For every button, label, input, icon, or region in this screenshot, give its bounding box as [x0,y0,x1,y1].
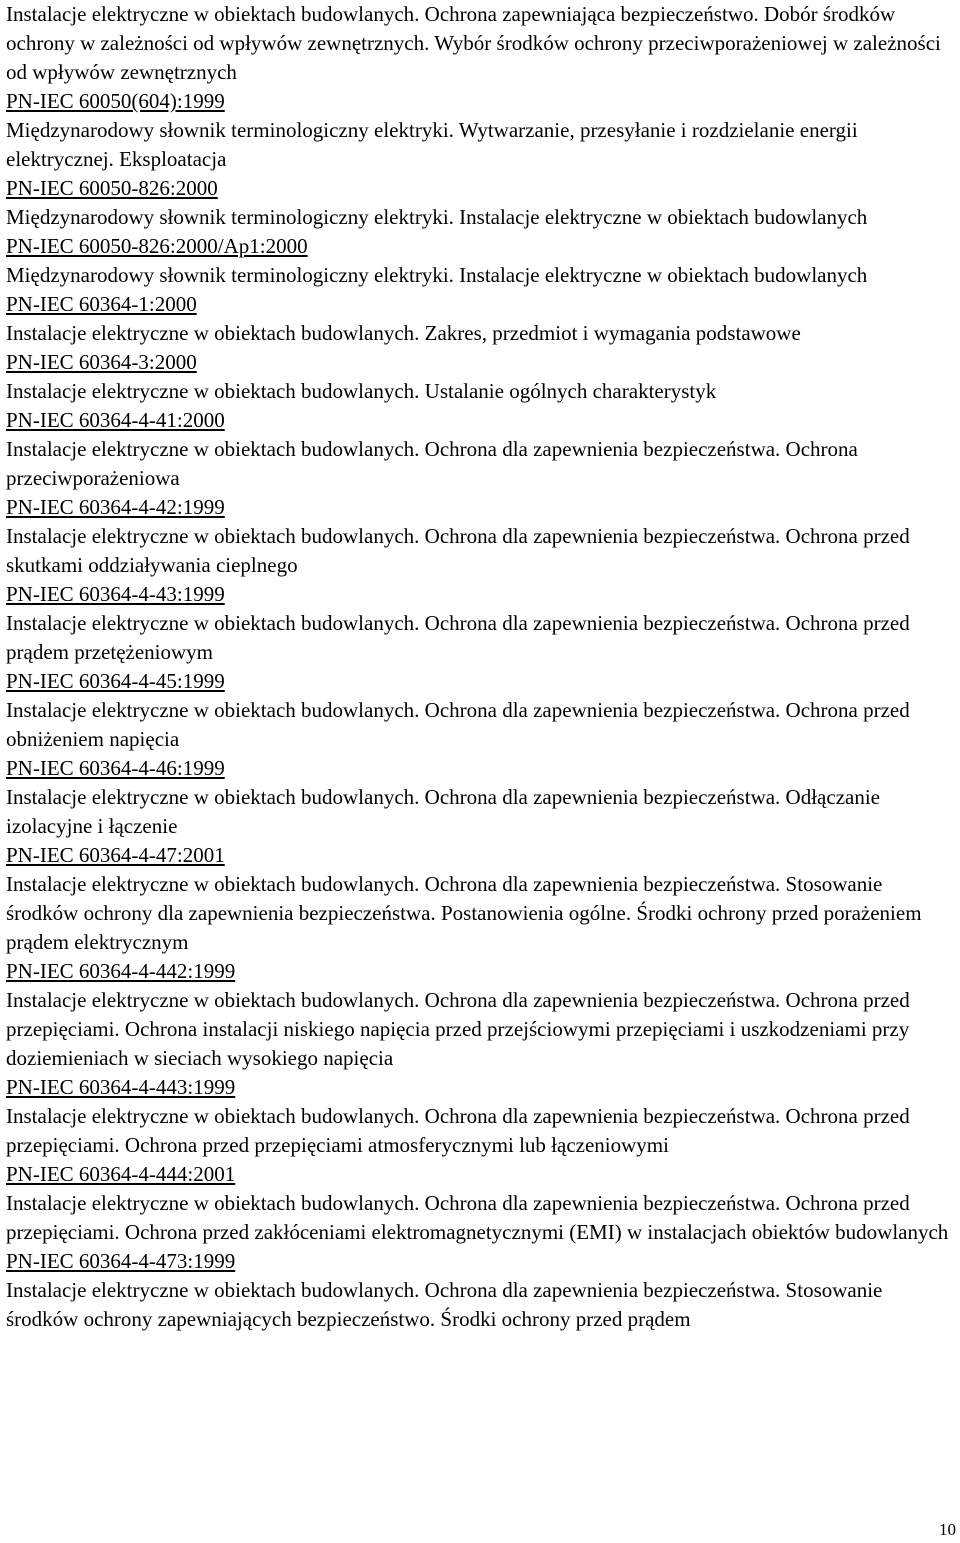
standard-title: Instalacje elektryczne w obiektach budowlanych. Ochrona dla zapewnienia bezpieczeństwa. Stosowanie środków ochrony dla zapewnienia bezpieczeństwa. Postanowienia ogólne. Środki ochrony przed porażeniem prądem elektrycznym [6,872,922,954]
standard-code: PN-IEC 60364-4-47:2001 [6,843,225,867]
standard-code: PN-IEC 60364-4-444:2001 [6,1162,236,1186]
standard-title: Instalacje elektryczne w obiektach budowlanych. Ochrona dla zapewnienia bezpieczeństwa. Ochrona przed skutkami oddziaływania cieplnego [6,524,910,577]
standard-title: Instalacje elektryczne w obiektach budowlanych. Zakres, przedmiot i wymagania podstawowe [6,321,801,345]
standard-code: PN-IEC 60050(604):1999 [6,89,225,113]
standard-code: PN-IEC 60364-4-443:1999 [6,1075,236,1099]
standard-title: Instalacje elektryczne w obiektach budowlanych. Ochrona dla zapewnienia bezpieczeństwa. Ochrona przeciwporażeniowa [6,437,858,490]
standard-title: Instalacje elektryczne w obiektach budowlanych. Ochrona dla zapewnienia bezpieczeństwa. Ochrona przed przepięciami. Ochrona instalacji niskiego napięcia przed przejściowymi przepięciami i uszkodzeniami przy doziemieniach w sieciach wysokiego napięcia [6,988,910,1070]
standard-title: Instalacje elektryczne w obiektach budowlanych. Ochrona dla zapewnienia bezpieczeństwa. Odłączanie izolacyjne i łączenie [6,785,880,838]
standard-title: Międzynarodowy słownik terminologiczny elektryki. Wytwarzanie, przesyłanie i rozdzielanie energii elektrycznej. Eksploatacja [6,118,858,171]
standard-code: PN-IEC 60364-4-473:1999 [6,1249,236,1273]
standard-code: PN-IEC 60364-4-43:1999 [6,582,225,606]
standard-title: Instalacje elektryczne w obiektach budowlanych. Ochrona dla zapewnienia bezpieczeństwa. Ochrona przed obniżeniem napięcia [6,698,910,751]
standard-title: Instalacje elektryczne w obiektach budowlanych. Ochrona zapewniająca bezpieczeństwo. Dobór środków ochrony w zależności od wpływów zewnętrznych. Wybór środków ochrony przeciwporażeniowej w zależności od wpływów zewnętrznych [6,2,941,84]
standard-title: Instalacje elektryczne w obiektach budowlanych. Ochrona dla zapewnienia bezpieczeństwa. Ochrona przed przepięciami. Ochrona przed zakłóceniami elektromagnetycznymi (EMI) w instalacjach obiektów budowlanych [6,1191,949,1244]
standard-code: PN-IEC 60364-1:2000 [6,292,197,316]
standard-code: PN-IEC 60364-4-41:2000 [6,408,225,432]
standard-title: Instalacje elektryczne w obiektach budowlanych. Ochrona dla zapewnienia bezpieczeństwa. Ochrona przed prądem przetężeniowym [6,611,910,664]
standard-code: PN-IEC 60050-826:2000/Ap1:2000 [6,234,308,258]
standards-list [6,0,956,1334]
standard-title: Instalacje elektryczne w obiektach budowlanych. Ochrona dla zapewnienia bezpieczeństwa. Ochrona przed przepięciami. Ochrona przed przepięciami atmosferycznymi lub łączeniowymi [6,1104,910,1157]
standard-title: Instalacje elektryczne w obiektach budowlanych. Ochrona dla zapewnienia bezpieczeństwa. Stosowanie środków ochrony zapewniających bezpieczeństwo. Środki ochrony przed prądem [6,1278,883,1331]
standard-code: PN-IEC 60364-3:2000 [6,350,197,374]
standard-title: Międzynarodowy słownik terminologiczny elektryki. Instalacje elektryczne w obiektach budowlanych [6,263,868,287]
standard-title: Instalacje elektryczne w obiektach budowlanych. Ustalanie ogólnych charakterystyk [6,379,717,403]
standard-title: Międzynarodowy słownik terminologiczny elektryki. Instalacje elektryczne w obiektach budowlanych [6,205,868,229]
standard-code: PN-IEC 60050-826:2000 [6,176,218,200]
page-number: 10 [939,1520,956,1539]
standard-code: PN-IEC 60364-4-46:1999 [6,756,225,780]
standard-code: PN-IEC 60364-4-45:1999 [6,669,225,693]
standard-code: PN-IEC 60364-4-442:1999 [6,959,236,983]
standard-code: PN-IEC 60364-4-42:1999 [6,495,225,519]
